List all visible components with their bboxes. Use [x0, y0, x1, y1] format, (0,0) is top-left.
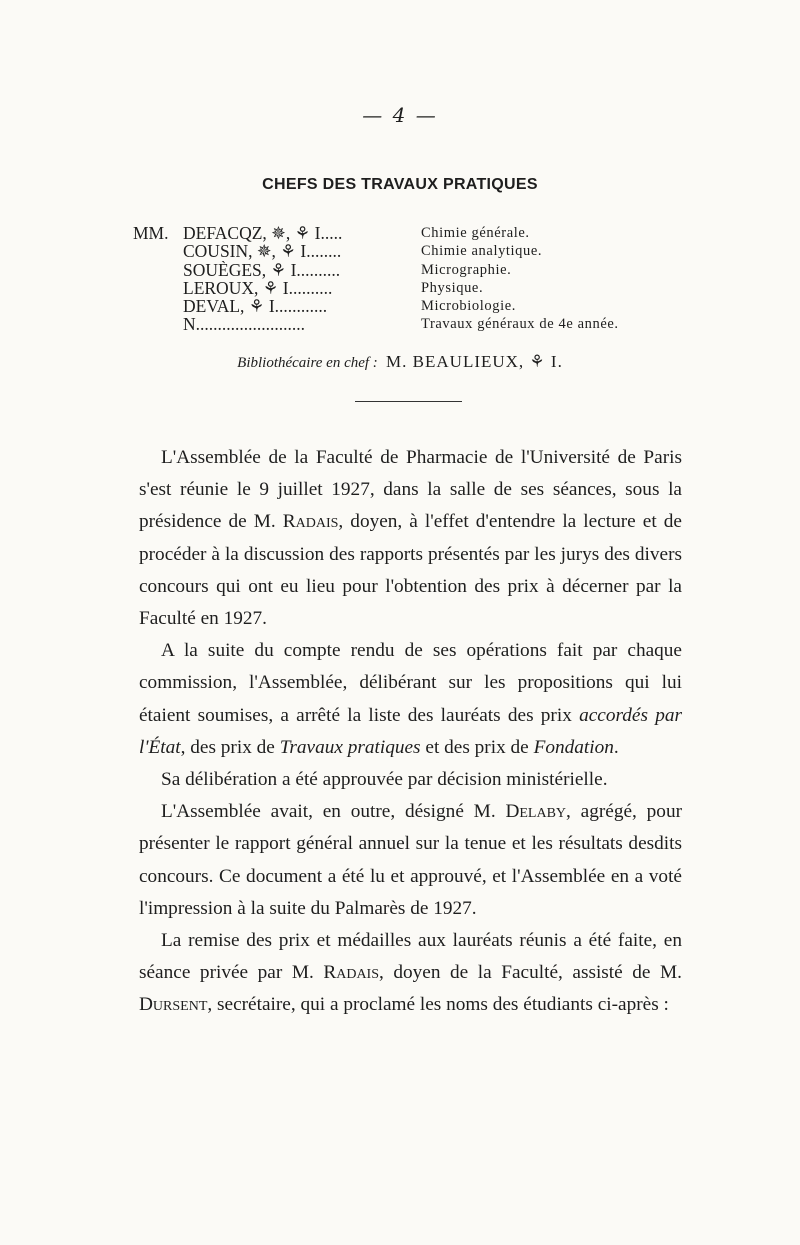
- staff-name: COUSIN, ✵, ⚘ I........: [183, 242, 342, 261]
- text-run: , doyen de la Faculté, assisté de M.: [379, 962, 682, 984]
- staff-name: SOUÈGES, ⚘ I..........: [183, 260, 341, 279]
- separator-rule: [355, 401, 462, 402]
- text-run: .: [613, 736, 619, 758]
- staff-name: LEROUX, ⚘ I..........: [183, 278, 333, 298]
- text-run: L'Assemblée de la Faculté de Pharmacie de l'Université de Paris s'est réunie le 9 juillet 1927, dans la salle de ses séances, sous la présidence de M.: [139, 447, 682, 533]
- staff-prefix-spacer: [133, 297, 183, 315]
- staff-name: N.........................: [183, 315, 306, 334]
- staff-prefix: MM.: [133, 223, 169, 243]
- person-name: Radais: [323, 962, 379, 984]
- text-run: , agrégé, pour présenter le rapport général annuel sur la tenue et les résultats desdits concours. Ce document a été lu et approuvé, et l'Assemblée en a voté l'impression à la suite du Palmarès de 1927.: [139, 801, 683, 919]
- body-text: [139, 442, 682, 1022]
- person-name: Radais: [282, 511, 339, 533]
- staff-name: DEFACQZ, ✵, ⚘ I.....: [183, 224, 343, 243]
- staff-row: [133, 242, 693, 260]
- staff-row: [133, 297, 693, 315]
- staff-role: Microbiologie.: [421, 298, 516, 315]
- staff-name: DEVAL, ⚘ I............: [183, 297, 328, 316]
- staff-role: Travaux généraux de 4e année.: [421, 316, 619, 333]
- staff-prefix-spacer: [133, 279, 183, 297]
- person-name: Dursent: [139, 994, 208, 1016]
- librarian-label: Bibliothécaire en chef :: [237, 355, 378, 371]
- staff-list: [133, 224, 693, 334]
- staff-prefix-spacer: [133, 242, 183, 260]
- staff-row: [133, 279, 693, 297]
- librarian-line: [0, 352, 800, 372]
- staff-row: [133, 315, 693, 333]
- text-run: et des prix de: [425, 736, 529, 758]
- librarian-name: M. BEAULIEUX, ⚘ I.: [386, 352, 563, 371]
- paragraph: Sa délibération a été approuvée par décision ministérielle.: [161, 769, 608, 791]
- paragraph: [139, 796, 682, 925]
- section-heading: CHEFS DES TRAVAUX PRATIQUES: [262, 176, 538, 193]
- staff-role: Physique.: [421, 279, 484, 296]
- text-run: A la suite du compte rendu de ses opérations fait par chaque commission, l'Assemblée, délibérant sur les propositions qui lui étaient soumises, a arrêté la liste des lauréats des prix: [139, 640, 682, 726]
- paragraph: [139, 925, 682, 1022]
- emphasis: Travaux pratiques: [279, 736, 421, 758]
- staff-role: Chimie générale.: [421, 225, 530, 241]
- paragraph: [139, 442, 682, 635]
- staff-row: [133, 261, 693, 279]
- staff-prefix-spacer: [133, 261, 183, 279]
- paragraph: [139, 635, 682, 764]
- person-name: Delaby: [505, 801, 567, 823]
- text-run: , secrétaire, qui a proclamé les noms des étudiants ci-après :: [207, 994, 669, 1016]
- emphasis: accordés par l'État: [139, 704, 682, 758]
- text-run: L'Assemblée avait, en outre, désigné M.: [161, 801, 496, 823]
- text-run: , des prix de: [180, 736, 275, 758]
- text-run: La remise des prix et médailles aux lauréats réunis a été faite, en séance privée par M.: [139, 930, 682, 984]
- staff-prefix-spacer: [133, 315, 183, 333]
- page-number: — 4 —: [362, 103, 438, 127]
- emphasis: Fondation: [533, 736, 614, 758]
- staff-row: [133, 224, 693, 242]
- staff-role: Chimie analytique.: [421, 243, 543, 260]
- text-run: , doyen, à l'effet d'entendre la lecture et de procéder à la discussion des rapports présentés par les jurys des divers concours qui ont eu lieu pour l'obtention des prix à décerner par la Faculté en 1927.: [139, 511, 682, 630]
- staff-role: Micrographie.: [421, 261, 512, 278]
